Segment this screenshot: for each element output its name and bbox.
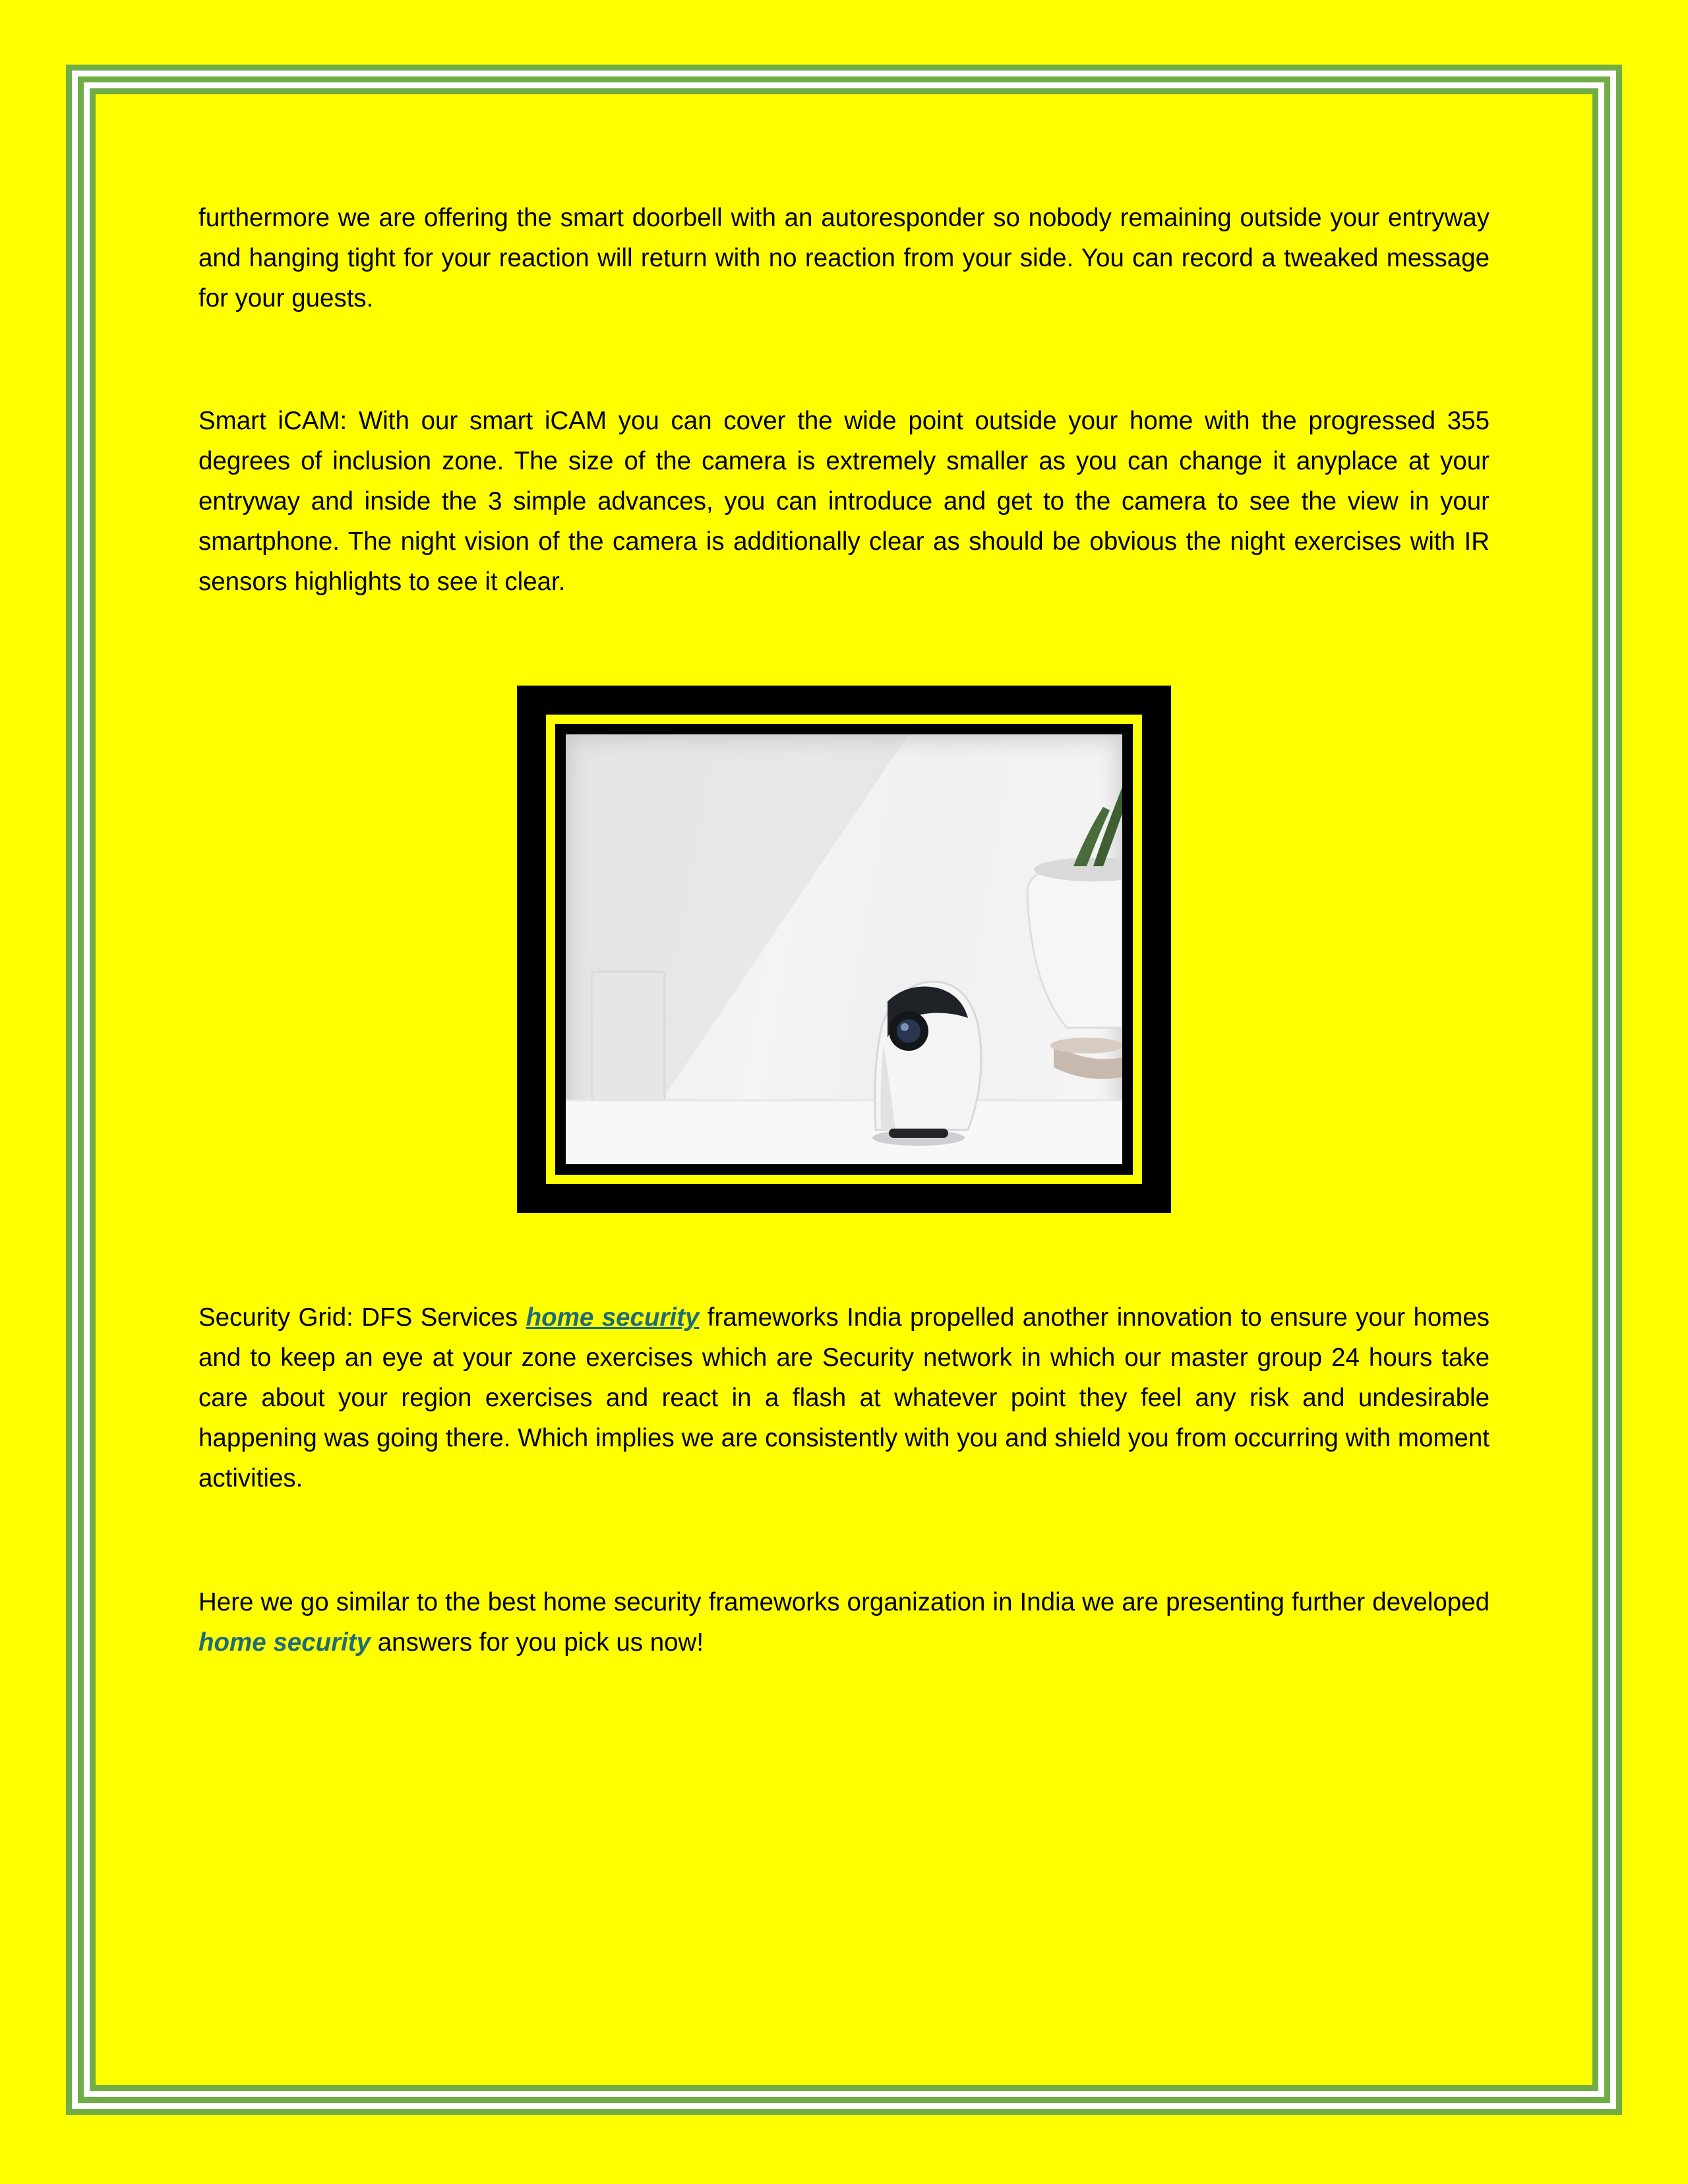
paragraph-doorbell: furthermore we are offering the smart doorbell with an autoresponder so nobody remaining outside your entryway and hanging tight for your reaction will return with no reaction from your side. You can record a tweaked message for your guests.: [198, 204, 1490, 312]
closing-text-end: answers for you pick us now!: [371, 1628, 704, 1657]
paragraph-closing: [198, 1582, 1490, 1663]
home-security-link[interactable]: home security: [526, 1303, 700, 1332]
paragraph-security-grid: [198, 1297, 1490, 1498]
closing-text-start: Here we go similar to the best home security frameworks organization in India we are presenting further developed: [198, 1588, 1490, 1616]
paragraph-smart-icam: Smart iCAM: With our smart iCAM you can cover the wide point outside your home with the progressed 355 degrees of inclusion zone. The size of the camera is extremely smaller as you can change it anyplace at your entryway and inside the 3 simple advances, you can introduce and get to the camera to see the view in your smartphone. The night vision of the camera is additionally clear as should be obvious the night exercises with IR sensors highlights to see it clear.: [198, 407, 1490, 596]
camera-illustration: [566, 734, 1122, 1164]
camera-image-frame: [517, 686, 1171, 1213]
home-security-link-2[interactable]: home security: [198, 1628, 371, 1657]
camera-icon: [872, 982, 981, 1146]
security-grid-text-start: Security Grid: DFS Services: [198, 1303, 526, 1332]
security-grid-text-end: frameworks India propelled another innovation to ensure your homes and to keep an eye at your zone exercises which are Security network in which our master group 24 hours take care about your region exercises and react in a flash at whatever point they feel any risk and undesirable happening was going there. Which implies we are consistently with you and shield you from occurring with moment activities.: [198, 1303, 1490, 1492]
camera-photo: [566, 734, 1122, 1164]
